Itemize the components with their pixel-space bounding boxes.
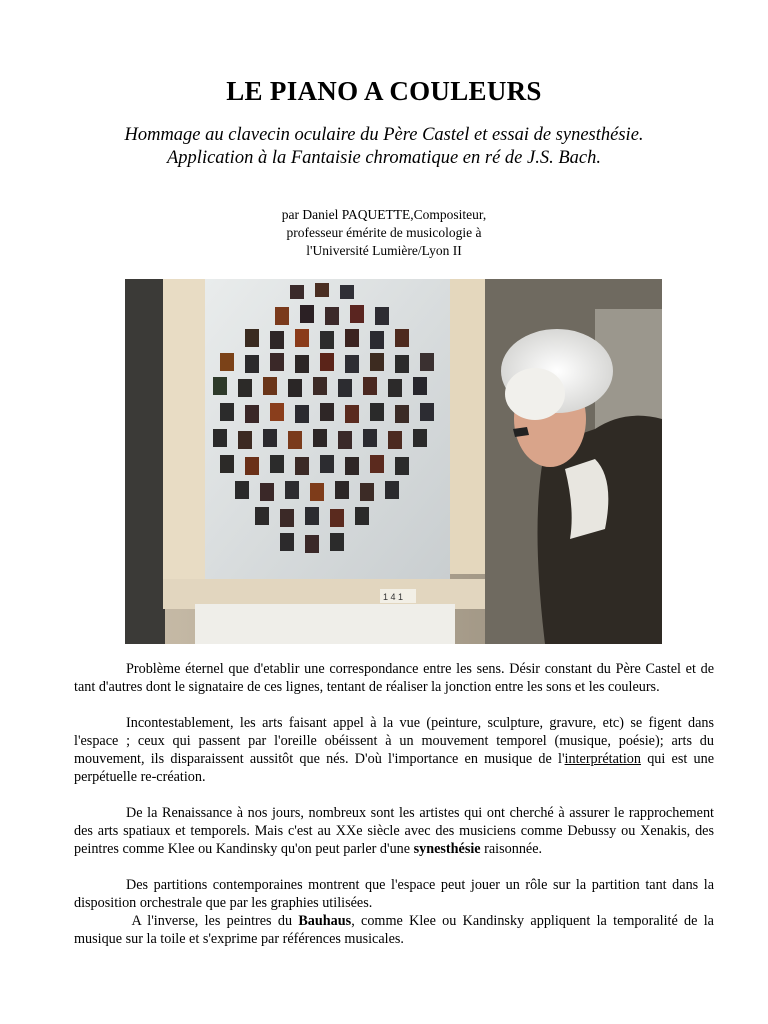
bold-term-synesthesie: synesthésie bbox=[413, 841, 481, 857]
paragraph-3: De la Renaissance à nos jours, nombreux sont les artistes qui ont cherché à assurer le rapprochement des arts spatiaux et temporels. Mais c'est au XXe siècle avec des musiciens comme Debussy ou Xenakis, des peintres comme Klee ou Kandinsky qu'on peut parler d'une synesthésie raisonnée. bbox=[74, 805, 714, 857]
bold-term-bauhaus: Bauhaus bbox=[298, 913, 352, 929]
paragraph-1: Problème éternel que d'etablir une correspondance entre les sens. Désir constant du Père Castel et de tant d'autres dont le signataire de ces lignes, tentant de réaliser la jonction entre les sons et les couleurs. bbox=[74, 661, 714, 695]
author-line-2: professeur émérite de musicologie à bbox=[286, 225, 482, 240]
author-line-1: par Daniel PAQUETTE,Compositeur, bbox=[281, 207, 487, 222]
author-block bbox=[0, 206, 768, 260]
color-piano-photo bbox=[125, 279, 662, 644]
paragraph-4: Des partitions contemporaines montrent que l'espace peut jouer un rôle sur la partition tant dans la disposition orchestrale que par les graphies utilisées. bbox=[74, 877, 714, 911]
underlined-term: interprétation bbox=[564, 751, 641, 767]
article-body bbox=[74, 660, 714, 948]
subtitle-line-1: Hommage au clavecin oculaire du Père Castel et essai de synesthésie. bbox=[124, 125, 644, 145]
page-title: LE PIANO A COULEURS bbox=[226, 76, 542, 106]
author-line-3: l'Université Lumière/Lyon II bbox=[306, 243, 462, 258]
subtitle bbox=[60, 124, 708, 170]
paragraph-2: Incontestablement, les arts faisant appel à la vue (peinture, sculpture, gravure, etc) se figent dans l'espace ; ceux qui passent par l'oreille obéissent à un mouvement temporel (musique, poésie); arts du mouvement, ils disparaissent aussitôt que nés. D'où l'importance en musique de l'interprétation qui est une perpétuelle re-création. bbox=[74, 715, 715, 785]
photo-label: 1 4 1 bbox=[383, 592, 404, 602]
paragraph-5: A l'inverse, les peintres du Bauhaus, comme Klee ou Kandinsky appliquent la temporalité de la musique sur la toile et s'exprime par références musicales. bbox=[74, 913, 714, 947]
subtitle-line-2: Application à la Fantaisie chromatique en ré de J.S. Bach. bbox=[167, 148, 601, 168]
